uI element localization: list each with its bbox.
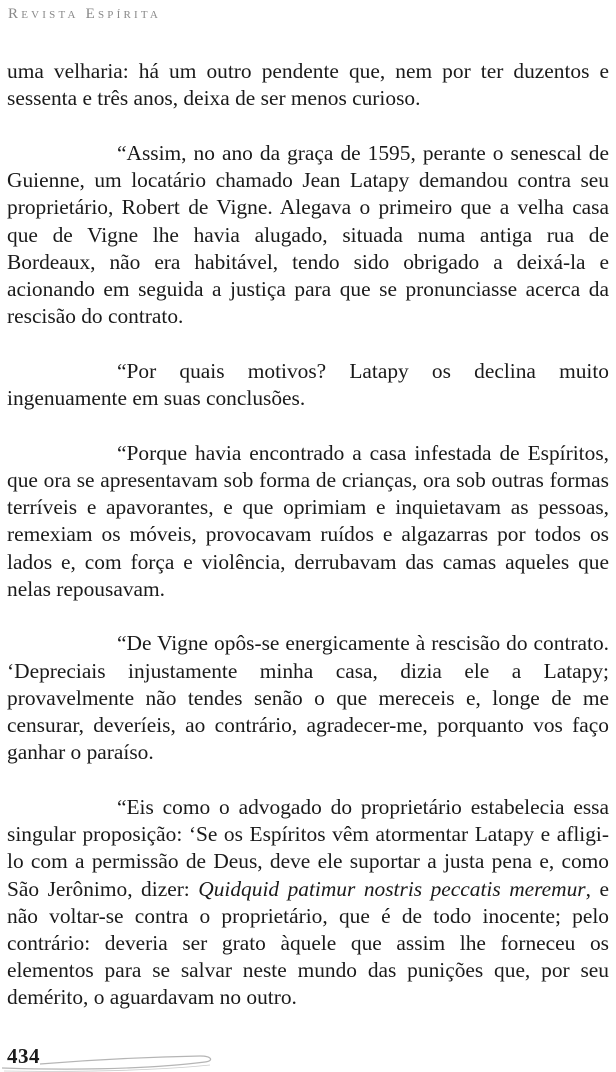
paragraph-continuation: uma velharia: há um outro pendente que, nem por ter duzentos e sessenta e três anos, deixa de ser menos curioso. [7, 59, 609, 111]
page-body [7, 58, 609, 1012]
paragraph-advocate-argument [7, 794, 609, 1012]
paragraph-motives: “Por quais motivos? Latapy os declina muito ingenuamente em suas conclusões. [7, 358, 609, 411]
paragraph-infested-house: “Porque havia encontrado a casa infestada de Espíritos, que ora se apresentavam sob forma de crianças, ora sob outras formas terríveis e apavorantes, e que oprimiam e inquietavam as pessoas, remexiam os móveis, provocavam ruídos e algazarras por todos os lados e, com força e violência, derrubavam das camas aqueles que nelas repousavam. [7, 440, 609, 601]
latin-quote: Quidquid patimur nostris peccatis meremur [198, 876, 586, 901]
paragraph-de-vigne-reply: “De Vigne opôs-se energicamente à rescisão do contrato. ‘Depreciais injustamente minha casa, dizia ele a Latapy; provavelmente não tendes senão o que mereceis e, longe de me censurar, deveríeis, ao contrário, agradecer-me, porquanto vos faço ganhar o paraíso. [7, 631, 609, 765]
advocate-text-before: “Eis como o advogado do proprietário estabelecia essa singular proposição: ‘Se os Espíritos vêm atormentar Latapy e afligi-lo com a permissão de Deus, deve ele suportar a justa pena e, como São Jerônimo, dizer: [7, 794, 609, 901]
running-head: Revista Espírita [8, 6, 162, 22]
page-number: 434 [7, 1044, 40, 1068]
advocate-text-after: , e não voltar-se contra o proprietário, que é de todo inocente; pelo contrário: deveria ser grato àquele que assim lhe forneceu os elementos para se salvar neste mundo das punições que, por seu demérito, o aguardavam no outro. [7, 876, 609, 1010]
paragraph-case-1595: “Assim, no ano da graça de 1595, perante o senescal de Guienne, um locatário chamado Jean Latapy demandou contra seu proprietário, Robert de Vigne. Alegava o primeiro que a velha casa que de Vigne lhe havia alugado, situada numa antiga rua de Bordeaux, não era habitável, tendo sido obrigado a deixá-la e acionando em seguida a justiça para que se pronunciasse acerca da rescisão do contrato. [7, 140, 609, 329]
page-footer [0, 1040, 230, 1072]
